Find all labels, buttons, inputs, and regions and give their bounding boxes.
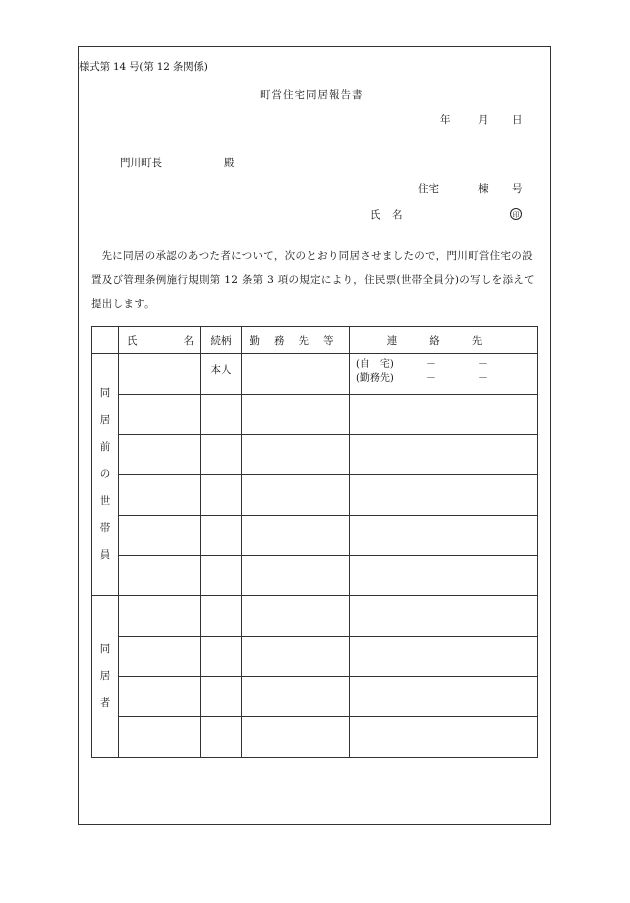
- table-row: [92, 717, 538, 758]
- name-cell[interactable]: [119, 717, 201, 758]
- relationship-cell[interactable]: [201, 717, 242, 758]
- name-cell[interactable]: [119, 354, 201, 394]
- section-char: 員: [99, 549, 111, 562]
- header-workplace: 勤務先等: [242, 327, 350, 354]
- applicant-name-label-2: 名: [392, 209, 403, 221]
- table-row: [92, 596, 538, 636]
- contact-cell[interactable]: [350, 717, 538, 758]
- contact-cell[interactable]: [350, 434, 538, 474]
- section-char: 居: [99, 414, 111, 427]
- date-month-label: 月: [478, 114, 489, 126]
- relationship-cell[interactable]: [201, 515, 242, 555]
- header-name-part-2: 名: [183, 334, 194, 347]
- relationship-cell[interactable]: [201, 636, 242, 676]
- dash-mark: －: [478, 373, 488, 385]
- workplace-cell[interactable]: [242, 556, 350, 596]
- date-year-label: 年: [440, 114, 451, 126]
- seal-mark: 印: [510, 208, 522, 220]
- relationship-cell[interactable]: [201, 434, 242, 474]
- section-char: 同: [99, 387, 111, 400]
- table-row: [92, 556, 538, 596]
- workplace-cell[interactable]: [242, 717, 350, 758]
- workplace-cell[interactable]: [242, 636, 350, 676]
- relationship-cell[interactable]: [201, 596, 242, 636]
- header-name-part-1: 氏: [127, 334, 138, 347]
- contact-work-line: [356, 372, 537, 386]
- table-row: [92, 434, 538, 474]
- header-name: [119, 327, 201, 354]
- contact-home-line: [356, 358, 537, 372]
- section-char: 前: [99, 441, 111, 454]
- contact-cell[interactable]: [350, 556, 538, 596]
- section-char: 帯: [99, 522, 111, 535]
- name-cell[interactable]: [119, 636, 201, 676]
- contact-cell[interactable]: [350, 394, 538, 434]
- workplace-cell[interactable]: [242, 354, 350, 394]
- workplace-cell[interactable]: [242, 677, 350, 717]
- building-label: 棟: [478, 183, 489, 195]
- header-relationship: 続柄: [201, 327, 242, 354]
- workplace-cell[interactable]: [242, 394, 350, 434]
- workplace-cell[interactable]: [242, 475, 350, 515]
- contact-cell[interactable]: [350, 515, 538, 555]
- name-cell[interactable]: [119, 596, 201, 636]
- section-char: の: [99, 468, 111, 481]
- relationship-cell[interactable]: [201, 556, 242, 596]
- table-row: [92, 475, 538, 515]
- section-char: 世: [99, 495, 111, 508]
- number-label: 号: [512, 183, 523, 195]
- section-label-before-cohabitation: [92, 354, 119, 596]
- dash-mark: －: [426, 373, 436, 385]
- household-table: [91, 326, 538, 758]
- contact-cell[interactable]: [350, 677, 538, 717]
- table-header-row: [92, 327, 538, 354]
- workplace-cell[interactable]: [242, 515, 350, 555]
- section-char: 居: [99, 670, 111, 683]
- relationship-cell[interactable]: [201, 394, 242, 434]
- addressee-name: 門川町長: [120, 157, 162, 169]
- name-cell[interactable]: [119, 434, 201, 474]
- table-row: [92, 515, 538, 555]
- relationship-cell[interactable]: [201, 475, 242, 515]
- section-char: 同: [99, 643, 111, 656]
- dash-mark: －: [426, 359, 436, 371]
- name-cell[interactable]: [119, 394, 201, 434]
- contact-cell: [350, 354, 538, 394]
- applicant-name-label-1: 氏: [370, 209, 381, 221]
- declaration-text: 先に同居の承認のあつた者について，次のとおり同居させましたので，門川町営住宅の設置及び管理条例施行規則第 12 条第 3 項の規定により，住民票(世帯全員分)の写しを添えて提出します。: [91, 250, 535, 310]
- header-contact: 連絡先: [350, 327, 538, 354]
- contact-home-label: (自 宅): [356, 359, 394, 371]
- table-row: [92, 636, 538, 676]
- contact-cell[interactable]: [350, 636, 538, 676]
- contact-cell[interactable]: [350, 596, 538, 636]
- table-row: [92, 677, 538, 717]
- contact-work-label: (勤務先): [356, 373, 394, 385]
- workplace-cell[interactable]: [242, 434, 350, 474]
- document-title: 町営住宅同居報告書: [260, 89, 364, 101]
- name-cell[interactable]: [119, 677, 201, 717]
- name-cell[interactable]: [119, 515, 201, 555]
- contact-cell[interactable]: [350, 475, 538, 515]
- housing-label: 住宅: [418, 183, 439, 195]
- date-day-label: 日: [512, 114, 523, 126]
- section-char: 者: [99, 697, 111, 710]
- table-row: [92, 394, 538, 434]
- relationship-cell: 本人: [201, 354, 242, 394]
- table-row: [92, 354, 538, 394]
- form-number: 様式第 14 号(第 12 条関係): [79, 61, 208, 73]
- name-cell[interactable]: [119, 475, 201, 515]
- workplace-cell[interactable]: [242, 596, 350, 636]
- addressee-honorific: 殿: [224, 157, 235, 169]
- relationship-cell[interactable]: [201, 677, 242, 717]
- dash-mark: －: [478, 359, 488, 371]
- name-cell[interactable]: [119, 556, 201, 596]
- header-corner-cell: [92, 327, 119, 354]
- section-label-cohabitant: [92, 596, 119, 758]
